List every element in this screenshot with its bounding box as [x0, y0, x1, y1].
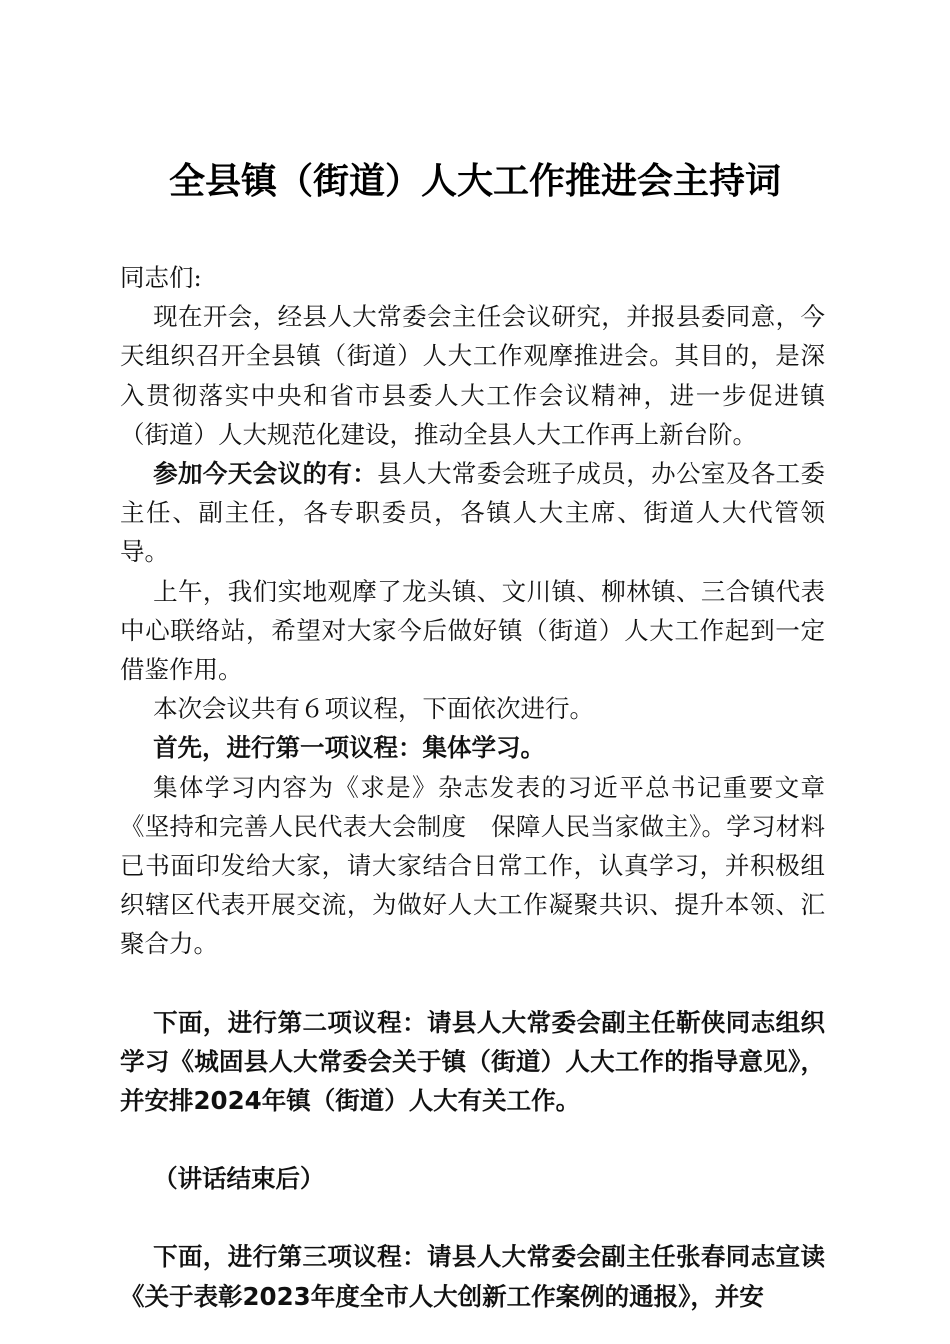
document-body: [120, 258, 825, 1316]
salutation: 同志们:: [120, 263, 202, 292]
attendees-lead: 参加今天会议的有：: [153, 459, 378, 489]
spacer: [120, 1198, 825, 1237]
paragraph-agenda-item-2: 下面，进行第二项议程：请县人大常委会副主任靳侠同志组织学习《城固县人大常委会关于镇（街道）人大工作的指导意见》，并安排2024年镇（街道）人大有关工作。: [120, 1007, 825, 1116]
spacer: [120, 964, 825, 1003]
paragraph-observation: 上午，我们实地观摩了龙头镇、文川镇、柳林镇、三合镇代表中心联络站，希望对大家今后做好镇（街道）人大工作起到一定借鉴作用。: [120, 576, 825, 685]
paragraph-agenda-count: 本次会议共有６项议程，下面依次进行。: [153, 694, 595, 724]
document-title: 全县镇（街道）人大工作推进会主持词: [168, 160, 781, 202]
paragraph-study-content: 集体学习内容为《求是》杂志发表的习近平总书记重要文章《坚持和完善人民代表大会制度 保障人民当家做主》。学习材料已书面印发给大家，请大家结合日常工作，认真学习，并积极组织辖区代表开展交流，为做好人大工作凝聚共识、提升本领、汇聚合力。: [120, 772, 825, 959]
attendees-list: 县人大常委会班子成员，办公室及各工委主任、副主任，各专职委员，各镇人大主席、街道人大代管领导。: [120, 459, 826, 567]
paragraph-agenda-item-1: 首先，进行第一项议程：集体学习。: [153, 733, 546, 763]
paragraph-opening: 现在开会，经县人大常委会主任会议研究，并报县委同意，今天组织召开全县镇（街道）人大工作观摩推进会。其目的，是深入贯彻落实中央和省市县委人大工作会议精神，进一步促进镇（街道）人大规范化建设，推动全县人大工作再上新台阶。: [120, 302, 825, 449]
spacer: [120, 1120, 825, 1159]
paragraph-agenda-item-3: 下面，进行第三项议程：请县人大常委会副主任张春同志宣读《关于表彰2023年度全市人大创新工作案例的通报》，并安: [120, 1242, 825, 1311]
paragraph-attendees: [120, 454, 825, 572]
paragraph-after-speech-note: （讲话结束后）: [153, 1164, 325, 1194]
